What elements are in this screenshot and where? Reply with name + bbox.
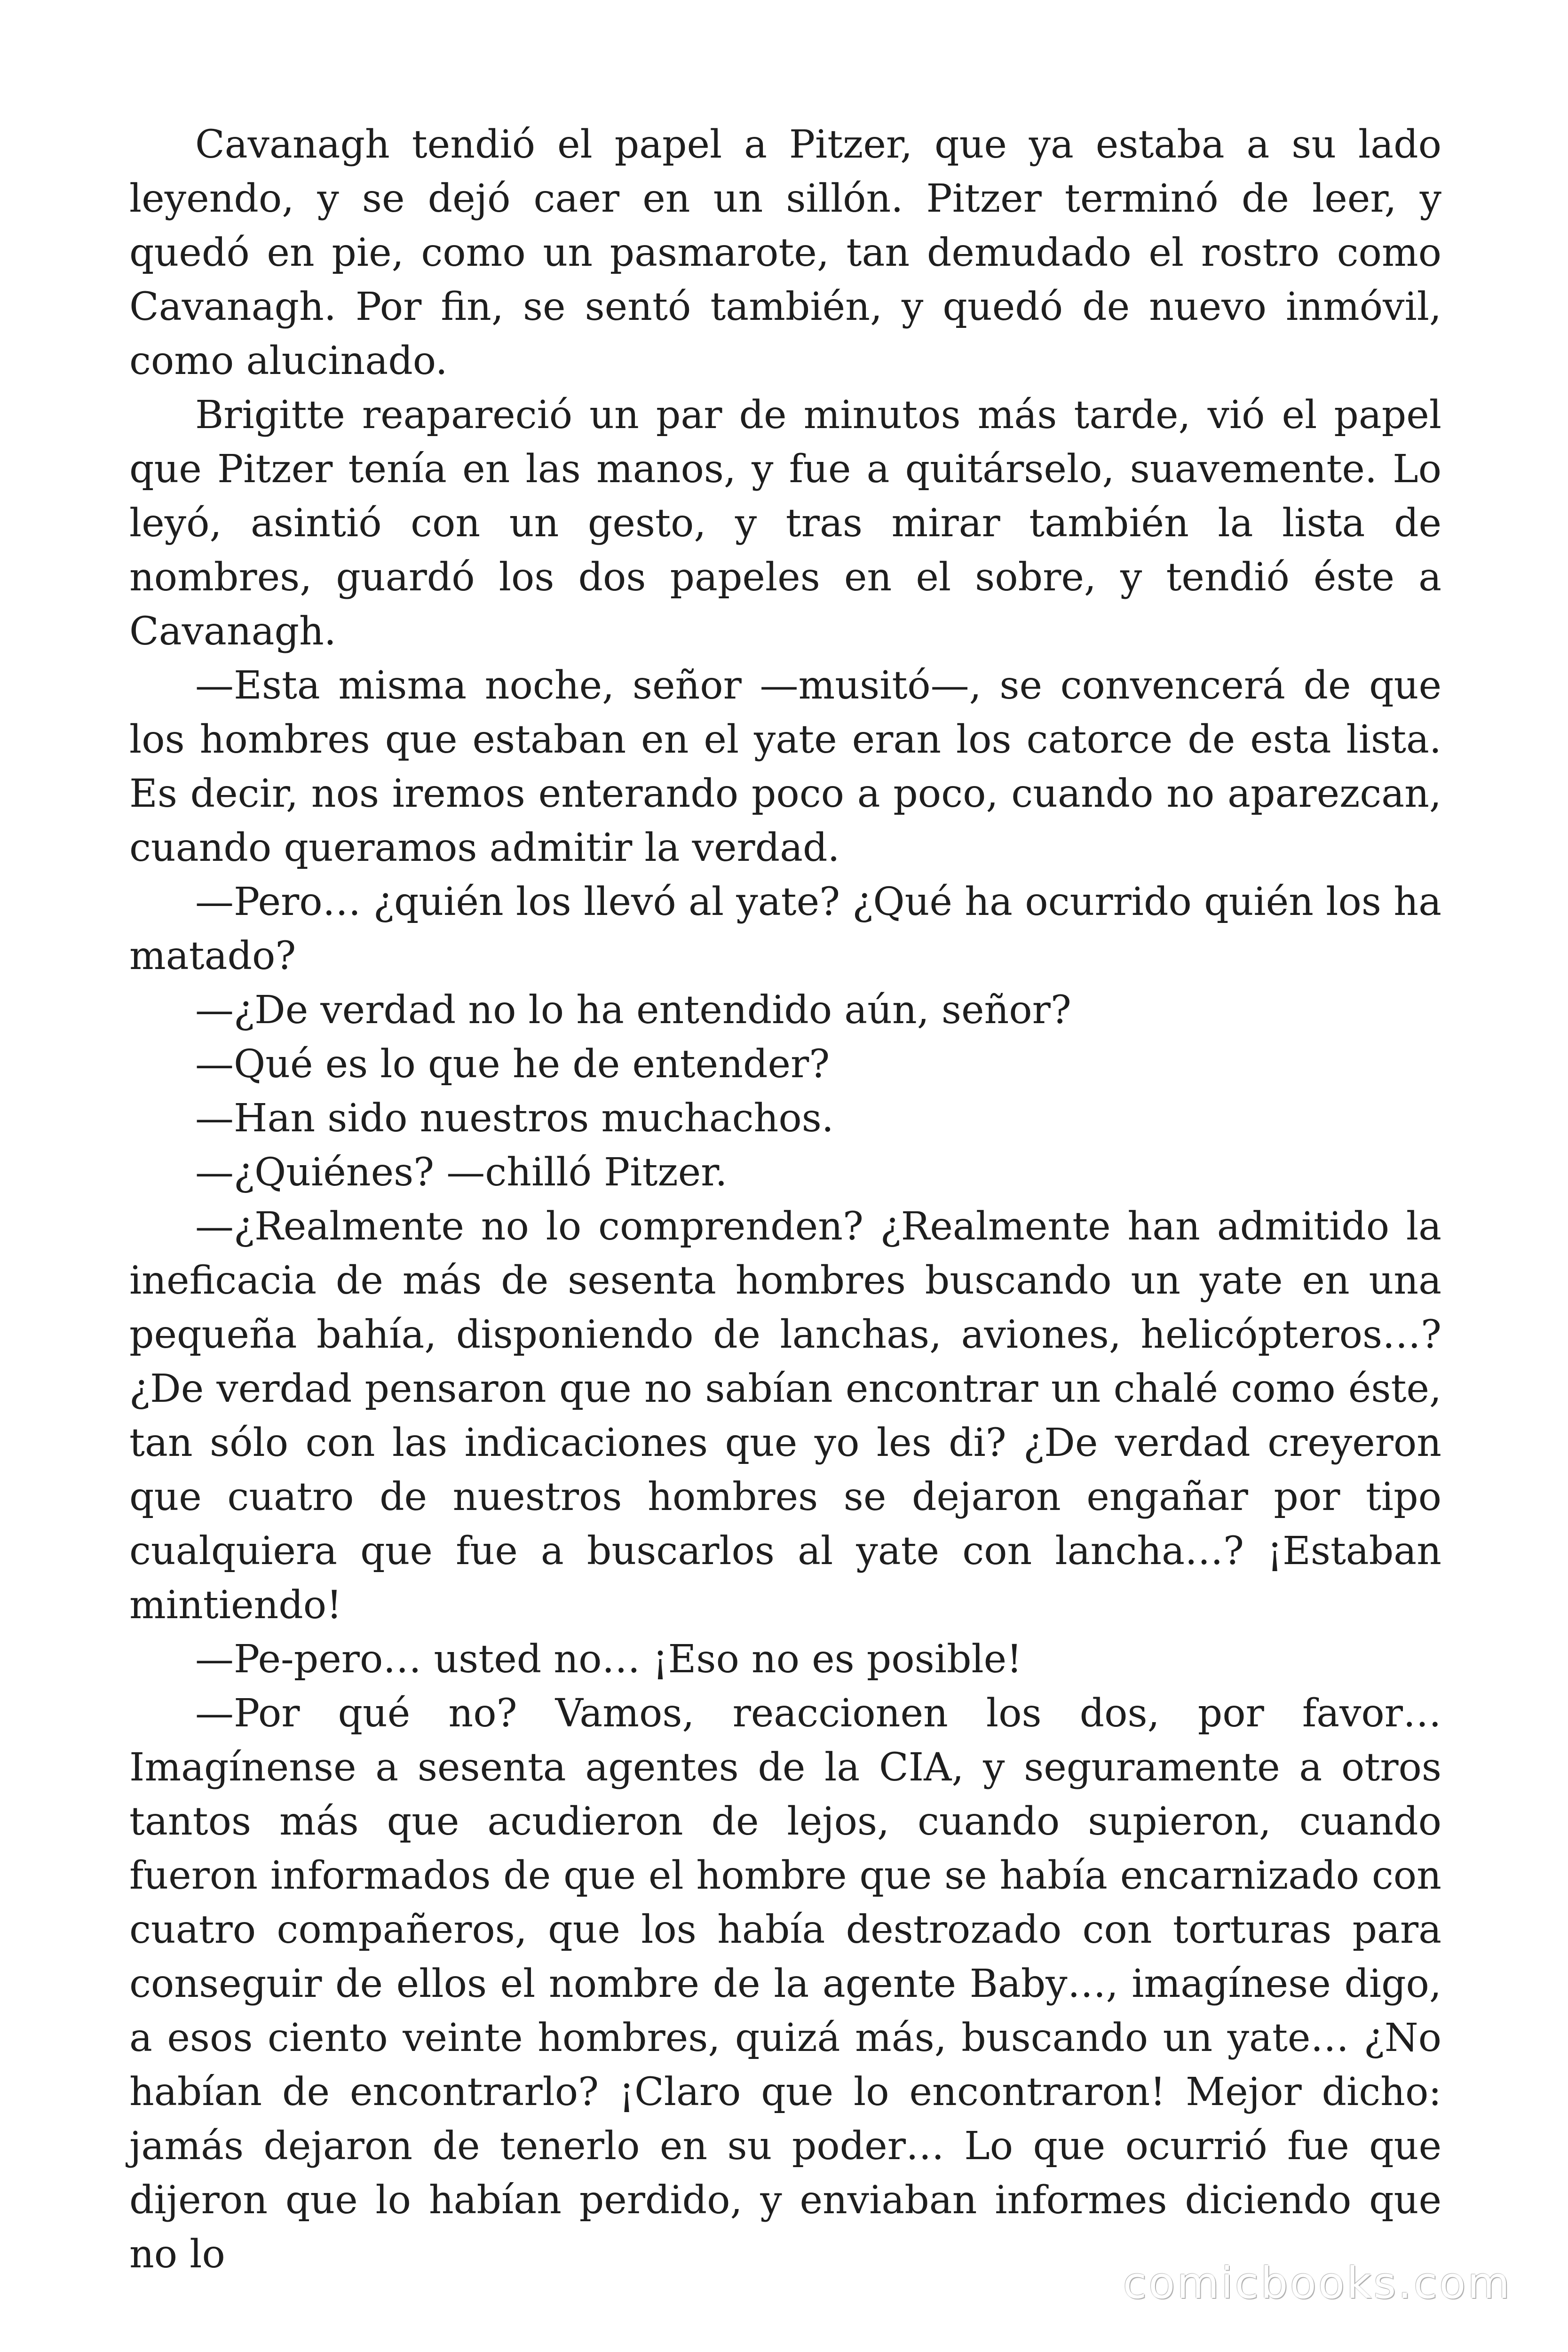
paragraph: Cavanagh tendió el papel a Pitzer, que ya estaba a su lado leyendo, y se dejó caer en un sillón. Pitzer terminó de leer, y quedó en pie, como un pasmarote, tan demudado el rostro como Cavanagh. Por fin, se sentó también, y quedó de nuevo inmóvil, como alucinado. [129,122,1441,383]
paragraph: —Por qué no? Vamos, reaccionen los dos, por favor… Imagínense a sesenta agentes de la CIA, y seguramente a otros tantos más que acudieron de lejos, cuando supieron, cuando fueron informados de que el hombre que se había encarnizado con cuatro compañeros, que los había destrozado con torturas para conseguir de ellos el nombre de la agente Baby…, imagínese digo, a esos ciento veinte hombres, quizá más, buscando un yate… ¿No habían de encontrarlo? ¡Claro que lo encontraron! Mejor dicho: jamás dejaron de tenerlo en su poder… Lo que ocurrió fue que dijeron que lo habían perdido, y enviaban informes diciendo que no lo [129,1691,1441,2277]
paragraph: —Qué es lo que he de entender? [195,1042,830,1087]
book-page-text [129,118,1441,2281]
paragraph: —¿Realmente no lo comprenden? ¿Realmente han admitido la ineficacia de más de sesenta hombres buscando un yate en una pequeña bahía, disponiendo de lanchas, aviones, helicópteros…? ¿De verdad pensaron que no sabían encontrar un chalé como éste, tan sólo con las indicaciones que yo les di? ¿De verdad creyeron que cuatro de nuestros hombres se dejaron engañar por tipo cualquiera que fue a buscarlos al yate con lancha…? ¡Estaban mintiendo! [129,1204,1441,1628]
paragraph: —¿Quiénes? —chilló Pitzer. [195,1150,728,1195]
paragraph: Brigitte reapareció un par de minutos más tarde, vió el papel que Pitzer tenía en las manos, y fue a quitárselo, suavemente. Lo leyó, asintió con un gesto, y tras mirar también la lista de nombres, guardó los dos papeles en el sobre, y tendió éste a Cavanagh. [129,393,1441,654]
paragraph: —¿De verdad no lo ha entendido aún, señor? [195,988,1071,1033]
paragraph: —Esta misma noche, señor —musitó—, se convencerá de que los hombres que estaban en el yate eran los catorce de esta lista. Es decir, nos iremos enterando poco a poco, cuando no aparezcan, cuando queramos admitir la verdad. [129,663,1441,870]
paragraph: —Pero… ¿quién los llevó al yate? ¿Qué ha ocurrido quién los ha matado? [129,880,1441,978]
watermark: comicbooks.com [1123,2258,1512,2308]
paragraph: —Pe-pero… usted no… ¡Eso no es posible! [195,1637,1022,1682]
paragraph: —Han sido nuestros muchachos. [195,1096,834,1141]
